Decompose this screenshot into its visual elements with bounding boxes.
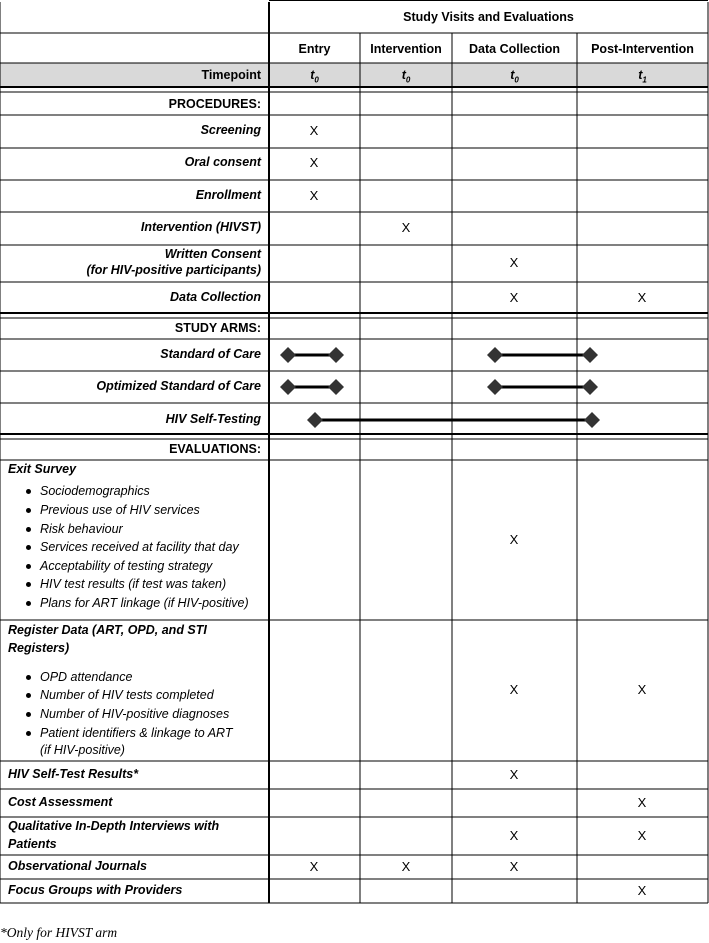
- evaluation-qualitative-in-depth-interviews-with-label-0: Qualitative In-Depth Interviews with: [8, 819, 220, 833]
- procedure-oral-consent-label: Oral consent: [184, 155, 261, 169]
- bullet-dot-icon: [26, 731, 31, 736]
- procedure-screening-mark-entry: X: [309, 123, 319, 138]
- procedure-data-collection-mark-post-intervention: X: [637, 290, 647, 305]
- procedure-enrollment-mark-entry: X: [309, 188, 319, 203]
- arm-standard-of-care-diamond-0-0: [280, 347, 296, 363]
- register-data-bullet: [40, 670, 132, 685]
- column-header-data-collection: Data Collection: [469, 42, 560, 56]
- arm-standard-of-care-label: Standard of Care: [160, 347, 261, 361]
- timepoint-subscript: 0: [314, 75, 319, 85]
- timepoint-subscript: 0: [514, 75, 519, 85]
- bullet-dot-icon: [26, 527, 31, 532]
- evaluation-cost-assessment-label-0: Cost Assessment: [8, 795, 113, 809]
- bullet-dot-icon: [26, 601, 31, 606]
- timepoint-value-2: [452, 68, 577, 88]
- register-data-title-0: Register Data (ART, OPD, and STI: [8, 623, 207, 637]
- evaluation-qualitative-in-depth-interviews-with-mark-post-intervention: X: [637, 828, 647, 843]
- evaluation-hiv-self-test-results--label-0: HIV Self-Test Results*: [8, 767, 139, 781]
- register-data-bullet-text: OPD attendance: [40, 670, 133, 684]
- timepoint-base: t: [310, 68, 315, 82]
- register-data-title-1: Registers): [8, 641, 70, 655]
- procedure-data-collection-label: Data Collection: [170, 290, 261, 304]
- bullet-dot-icon: [26, 489, 31, 494]
- procedure-intervention-hivst--mark-intervention: X: [401, 220, 411, 235]
- timepoint-base: t: [510, 68, 515, 82]
- footnote: *Only for HIVST arm: [0, 925, 118, 940]
- timepoint-base: t: [401, 68, 406, 82]
- evaluation-observational-journals-mark-data-collection: X: [509, 859, 519, 874]
- evaluation-hiv-self-test-results--mark-data-collection: X: [509, 767, 519, 782]
- exit-survey-bullet-text: Sociodemographics: [40, 484, 150, 498]
- evaluation-qualitative-in-depth-interviews-with-label-1: Patients: [8, 837, 57, 851]
- timepoint-subscript: 1: [642, 75, 647, 85]
- procedure-enrollment-label: Enrollment: [195, 188, 261, 202]
- arm-optimized-standard-of-care-diamond-1-1: [582, 379, 598, 395]
- procedure-intervention-hivst--label: Intervention (HIVST): [140, 220, 261, 234]
- exit-survey-bullet: [40, 559, 212, 574]
- procedures-heading: PROCEDURES:: [168, 97, 261, 111]
- procedure-written-consent-mark-data-collection: X: [509, 255, 519, 270]
- bullet-dot-icon: [26, 693, 31, 698]
- exit-survey-bullet-text: Acceptability of testing strategy: [40, 559, 213, 573]
- column-header-post-intervention: Post-Intervention: [591, 42, 694, 56]
- timepoint-value-3: [577, 68, 708, 88]
- register-data-bullet-text: (if HIV-positive): [40, 743, 125, 757]
- bullet-dot-icon: [26, 582, 31, 587]
- exit-survey-bullet: [40, 540, 239, 555]
- register-data-bullet-text: Number of HIV tests completed: [40, 688, 214, 702]
- evaluation-focus-groups-with-providers-mark-post-intervention: X: [637, 883, 647, 898]
- evaluation-focus-groups-with-providers-label-0: Focus Groups with Providers: [8, 883, 183, 897]
- register-data-bullet-text: Number of HIV-positive diagnoses: [40, 707, 230, 721]
- header-super-title: Study Visits and Evaluations: [403, 10, 574, 24]
- register-data-mark-data-collection: X: [509, 682, 519, 697]
- arm-optimized-standard-of-care-diamond-0-0: [280, 379, 296, 395]
- arm-hiv-self-testing-label: HIV Self-Testing: [165, 412, 261, 426]
- exit-survey-bullet: [40, 484, 150, 499]
- procedure-oral-consent-mark-entry: X: [309, 155, 319, 170]
- exit-survey-bullet-text: Previous use of HIV services: [40, 503, 200, 517]
- bullet-dot-icon: [26, 508, 31, 513]
- exit-survey-bullet: [40, 522, 123, 537]
- procedure-screening-label: Screening: [200, 123, 261, 137]
- bullet-dot-icon: [26, 545, 31, 550]
- bullet-dot-icon: [26, 712, 31, 717]
- register-data-bullet: [40, 743, 125, 758]
- arm-standard-of-care-diamond-1-0: [487, 347, 503, 363]
- arm-optimized-standard-of-care-diamond-0-1: [328, 379, 344, 395]
- exit-survey-bullet-text: Risk behaviour: [40, 522, 123, 536]
- arm-hiv-self-testing-diamond-0-0: [307, 412, 323, 428]
- procedure-data-collection-mark-data-collection: X: [509, 290, 519, 305]
- bullet-dot-icon: [26, 675, 31, 680]
- arm-optimized-standard-of-care-diamond-1-0: [487, 379, 503, 395]
- register-data-mark-post-intervention: X: [637, 682, 647, 697]
- exit-survey-mark-data-collection: X: [509, 532, 519, 547]
- timepoint-base: t: [638, 68, 643, 82]
- study-arms-heading: STUDY ARMS:: [174, 321, 261, 335]
- procedure-written-consent-label-0: Written Consent: [164, 247, 261, 261]
- exit-survey-bullet-text: Services received at facility that day: [40, 540, 239, 554]
- bullet-dot-icon: [26, 564, 31, 569]
- arm-optimized-standard-of-care-label: Optimized Standard of Care: [96, 379, 261, 393]
- exit-survey-bullet-text: Plans for ART linkage (if HIV-positive): [40, 596, 249, 610]
- register-data-bullet: [40, 726, 232, 741]
- arm-hiv-self-testing-diamond-0-1: [584, 412, 600, 428]
- evaluation-qualitative-in-depth-interviews-with-mark-data-collection: X: [509, 828, 519, 843]
- register-data-bullet-text: Patient identifiers & linkage to ART: [40, 726, 233, 740]
- exit-survey-bullet: [40, 596, 249, 611]
- arm-standard-of-care-diamond-0-1: [328, 347, 344, 363]
- evaluation-observational-journals-label-0: Observational Journals: [8, 859, 147, 873]
- timepoint-value-1: [360, 68, 452, 88]
- register-data-bullet: [40, 707, 229, 722]
- timepoint-subscript: 0: [405, 75, 411, 85]
- register-data-bullet: [40, 688, 214, 703]
- column-header-intervention: Intervention: [370, 42, 442, 56]
- exit-survey-bullet: [40, 503, 200, 518]
- column-header-entry: Entry: [298, 42, 331, 56]
- evaluation-observational-journals-mark-entry: X: [309, 859, 319, 874]
- exit-survey-bullet: [40, 577, 226, 592]
- arm-standard-of-care-diamond-1-1: [582, 347, 598, 363]
- evaluation-observational-journals-mark-intervention: X: [401, 859, 411, 874]
- evaluations-heading: EVALUATIONS:: [169, 442, 261, 456]
- timepoint-label: Timepoint: [201, 68, 261, 82]
- exit-survey-title: Exit Survey: [8, 462, 77, 476]
- timepoint-value-0: [269, 68, 360, 88]
- exit-survey-bullet-text: HIV test results (if test was taken): [40, 577, 227, 591]
- procedure-written-consent-label-1: (for HIV-positive participants): [86, 263, 261, 277]
- evaluation-cost-assessment-mark-post-intervention: X: [637, 795, 647, 810]
